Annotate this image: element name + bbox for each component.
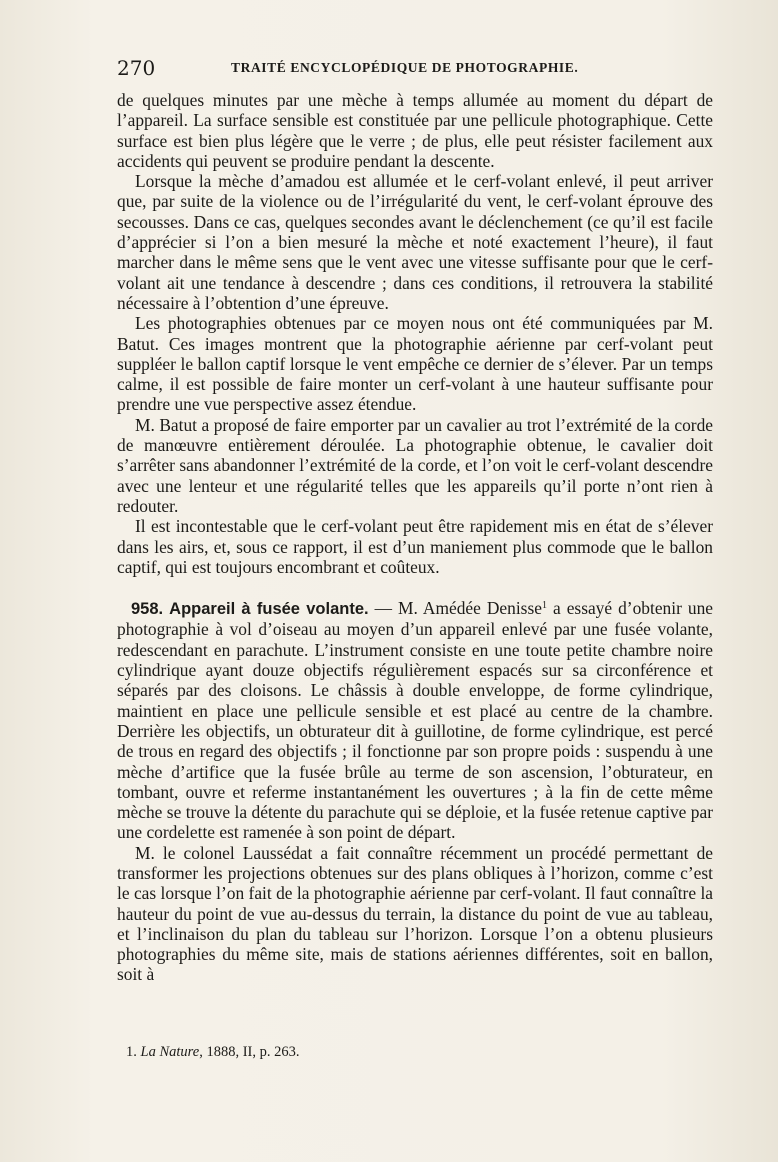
- footnote-details: , 1888, II, p. 263.: [199, 1044, 300, 1060]
- section-958: [117, 598, 713, 843]
- page-number: 270: [117, 56, 156, 80]
- section-lead: — M. Amédée Denisse: [368, 598, 542, 619]
- section-title: Appareil à fusée volante.: [169, 600, 369, 619]
- paragraph-batut-photographs: Les photographies obtenues par ce moyen nous ont été communiquées par M. Batut. Ces images montrent que la photographie aérienne par cerf-volant peut suppléer le ballon captif lorsque le vent empêche ce dernier de s’élever. Par un temps calme, il est possible de faire monter un cerf-volant à une hauteur suffisante pour prendre une vue perspective assez étendue.: [117, 313, 713, 415]
- paragraph-kite-advantage: Il est incontestable que le cerf-volant peut être rapidement mis en état de s’élever dans les airs, et, sous ce rapport, il est d’un maniement plus commode que le ballon captif, qui est toujours encombrant et coûteux.: [117, 516, 713, 577]
- footnote-reference: 1: [541, 600, 547, 612]
- paragraph-batut-rider: M. Batut a proposé de faire emporter par un cavalier au trot l’extrémité de la corde de manœuvre entièrement déroulée. La photographie obtenue, le cavalier doit s’arrêter sans abandonner l’extrémité de la corde, et l’on voit le cerf-volant descendre avec une lenteur et une régularité telles que les appareils qu’il porte n’ont rien à redouter.: [117, 414, 713, 516]
- running-title: TRAITÉ ENCYCLOPÉDIQUE DE PHOTOGRAPHIE.: [231, 60, 579, 75]
- footnote-source: La Nature: [140, 1044, 200, 1060]
- paragraph-continued: de quelques minutes par une mèche à temps allumée au moment du départ de l’appareil. La surface sensible est constituée par une pellicule photographique. Cette surface est bien plus légère que le verre ; de plus, elle peut résister facilement aux accidents qui peuvent se produire pendant la descente.: [117, 90, 713, 171]
- footnote-marker: 1.: [126, 1044, 137, 1060]
- page-header: [117, 56, 717, 82]
- paragraph-laussedat: M. le colonel Laussédat a fait connaître récemment un procédé permettant de transformer les projections obtenues sur des plans obliques à l’horizon, comme c’est le cas lorsque l’on fait de la photographie aérienne par cerf-volant. Il faut connaître la hauteur du point de vue au-dessus du terrain, la distance du point de vue au tableau, et l’inclinaison du plan du tableau sur l’horizon. Lorsque l’on a obtenu plusieurs photographies du même site, mais de stations aériennes différentes, soit en ballon, soit à: [117, 842, 713, 985]
- section-number: 958.: [131, 600, 164, 619]
- paragraph-kite-stability: Lorsque la mèche d’amadou est allumée et le cerf-volant enlevé, il peut arriver que, par suite de la violence ou de l’irrégularité du vent, le cerf-volant éprouve des secousses. Dans ce cas, quelques secondes avant le déclenchement (ce qu’il est facile d’apprécier si l’on a bien mesuré la mèche et noté exactement l’heure), il faut marcher dans le même sens que le vent avec une vitesse suffisante pour que le cerf-volant ait une tendance à descendre ; dans ces conditions, il retrouvera la stabilité nécessaire à l’obtention d’une épreuve.: [117, 171, 713, 313]
- footnote: [126, 1044, 706, 1061]
- section-text: a essayé d’obtenir une photographie à vol d’oiseau au moyen d’un appareil enlevé par une fusée volante, redescendant en parachute. L’instrument consiste en une toute petite chambre noire cylindrique ayant douze objectifs régulièrement espacés sur sa circonférence et séparés par des cloisons. Le châssis à double enveloppe, de forme cylindrique, maintient en place une pellicule sensible et est placé au centre de la chambre. Derrière les objectifs, un obturateur dit à guillotine, de forme cylindrique, est percé de trous en regard des objectifs ; il fonctionne par son propre poids : suspendu à une mèche d’artifice que la fusée brûle au terme de son ascension, l’obturateur, en tombant, ouvre et referme instantanément les ouvertures ; à la fin de cette même mèche se trouve la détente du parachute qui se déploie, et la fusée retenue captive par une cordelette est ramenée à son point de départ.: [117, 598, 713, 843]
- body-text: [117, 90, 713, 985]
